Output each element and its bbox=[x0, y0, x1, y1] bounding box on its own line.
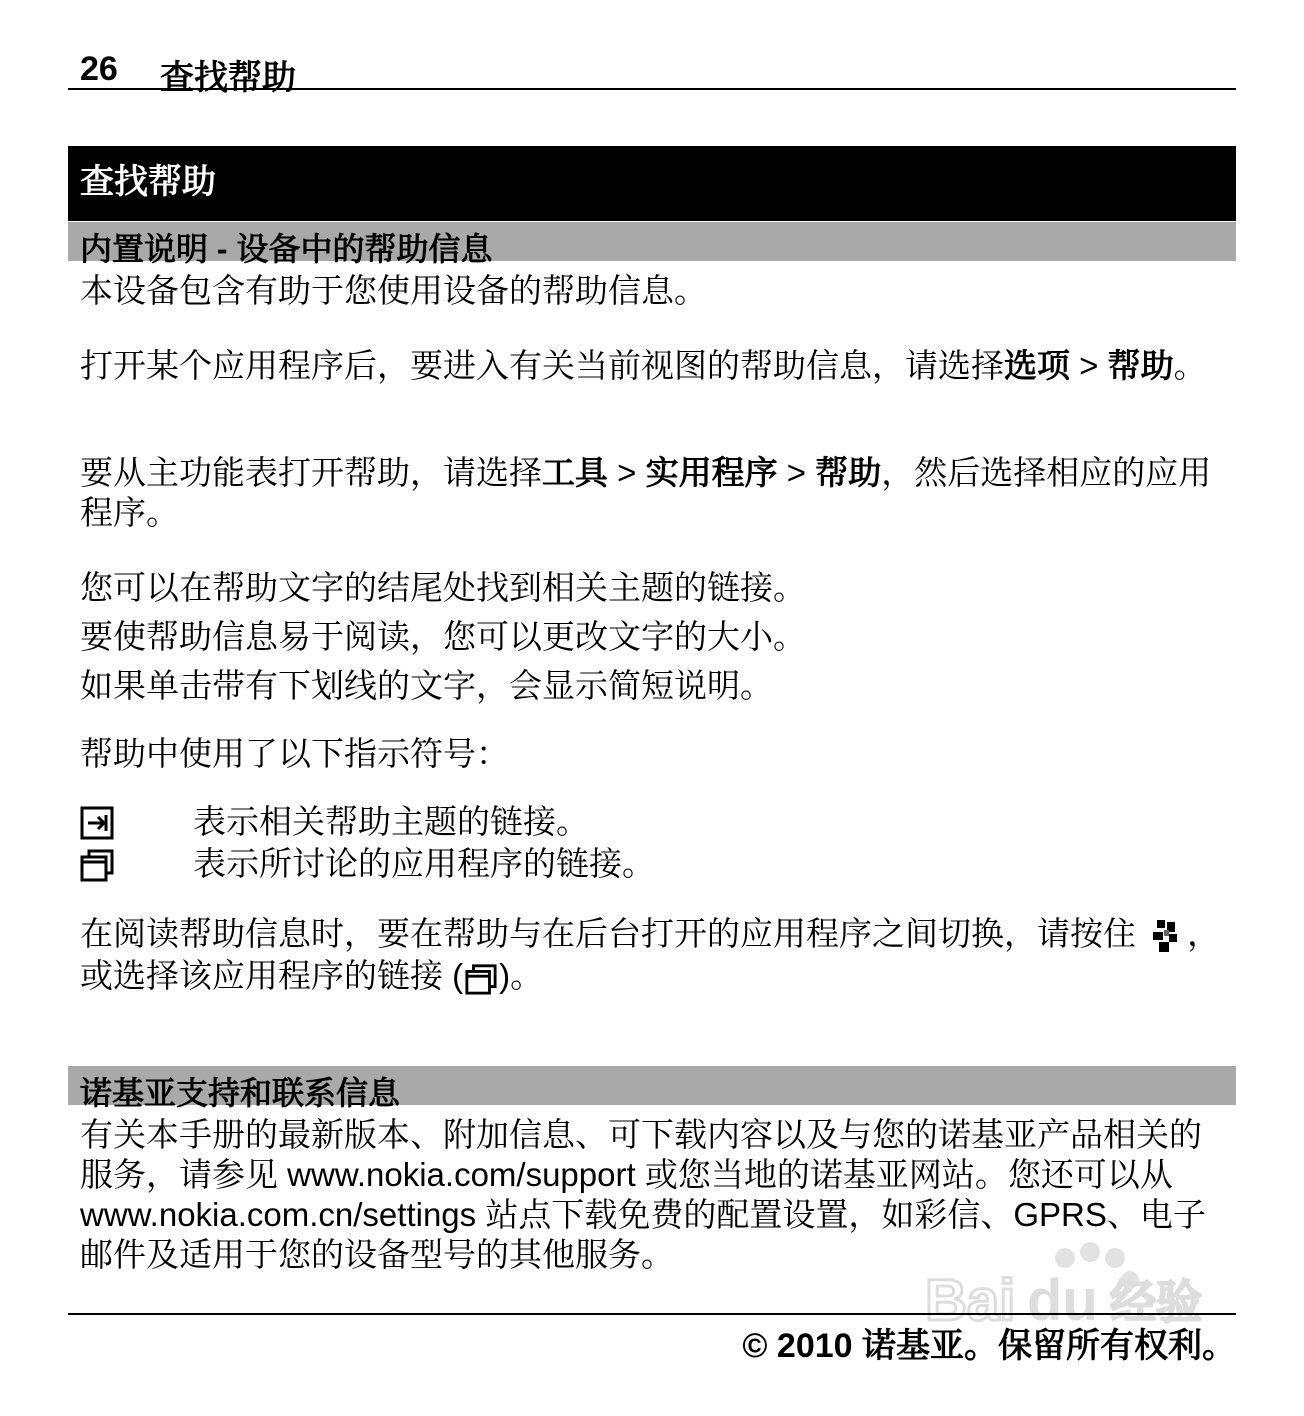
paragraph-text-size: 要使帮助信息易于阅读，您可以更改文字的大小。 bbox=[80, 618, 806, 655]
section-title: 查找帮助 bbox=[80, 163, 216, 201]
subsection-heading-bar-support bbox=[68, 1066, 1236, 1111]
copyright-notice: © 2010 诺基亚。保留所有权利。 bbox=[742, 1327, 1236, 1365]
paragraph-indicators-intro: 帮助中使用了以下指示符号： bbox=[80, 735, 509, 772]
menu-key-icon bbox=[1145, 916, 1187, 956]
subsection-heading-bar-builtin-help bbox=[68, 222, 1236, 267]
menu-help: 帮助 bbox=[815, 454, 882, 491]
paragraph-related-links: 您可以在帮助文字的结尾处找到相关主题的链接。 bbox=[80, 569, 806, 606]
svg-text:Bai: Bai bbox=[925, 1268, 1016, 1333]
page-header bbox=[68, 44, 1236, 97]
paragraph-support-info: 有关本手册的最新版本、附加信息、可下载内容以及与您的诺基亚产品相关的服务，请参见 www.nokia.com/support 或您当地的诺基亚网站。您还可以从 www.nokia.com.cn/settings 站点下载免费的配置设置，如彩信、GPRS、电子邮件及适用于您的设备型号的其他服务。 bbox=[80, 1116, 1206, 1273]
subsection-heading: 内置说明 - 设备中的帮助信息 bbox=[80, 231, 493, 267]
page-number: 26 bbox=[80, 50, 118, 88]
menu-utilities: 实用程序 bbox=[645, 454, 778, 491]
menu-tools: 工具 bbox=[542, 454, 608, 491]
paragraph-intro: 本设备包含有助于您使用设备的帮助信息。 bbox=[80, 272, 707, 309]
paragraph-open-help-from-app: 打开某个应用程序后，要进入有关当前视图的帮助信息，请选择选项 > 帮助。 bbox=[80, 347, 1207, 384]
app-window-icon bbox=[80, 848, 114, 882]
section-title-bar bbox=[68, 146, 1236, 221]
paragraph-open-help-from-menu: 要从主功能表打开帮助，请选择工具 > 实用程序 > 帮助，然后选择相应的应用程序。 bbox=[80, 454, 1212, 531]
running-header-title: 查找帮助 bbox=[160, 59, 296, 97]
indicator-label-related-topic: 表示相关帮助主题的链接。 bbox=[193, 803, 589, 840]
indicator-label-app-link: 表示所讨论的应用程序的链接。 bbox=[193, 845, 655, 882]
app-window-icon bbox=[463, 963, 499, 995]
paragraph-underlined-text: 如果单击带有下划线的文字，会显示简短说明。 bbox=[80, 667, 773, 704]
menu-options: 选项 bbox=[1004, 347, 1070, 384]
footer-rule bbox=[68, 1313, 1236, 1315]
link-arrow-icon bbox=[80, 806, 114, 840]
svg-text:经验: 经验 bbox=[1110, 1275, 1202, 1329]
menu-help: 帮助 bbox=[1107, 347, 1174, 384]
subsection-heading: 诺基亚支持和联系信息 bbox=[80, 1075, 401, 1111]
paragraph-switch-apps: 在阅读帮助信息时，要在帮助与在后台打开的应用程序之间切换，请按住 ，或选择该应用程序的链接 ( )。 bbox=[80, 915, 1221, 995]
svg-text:du: du bbox=[1027, 1268, 1098, 1333]
